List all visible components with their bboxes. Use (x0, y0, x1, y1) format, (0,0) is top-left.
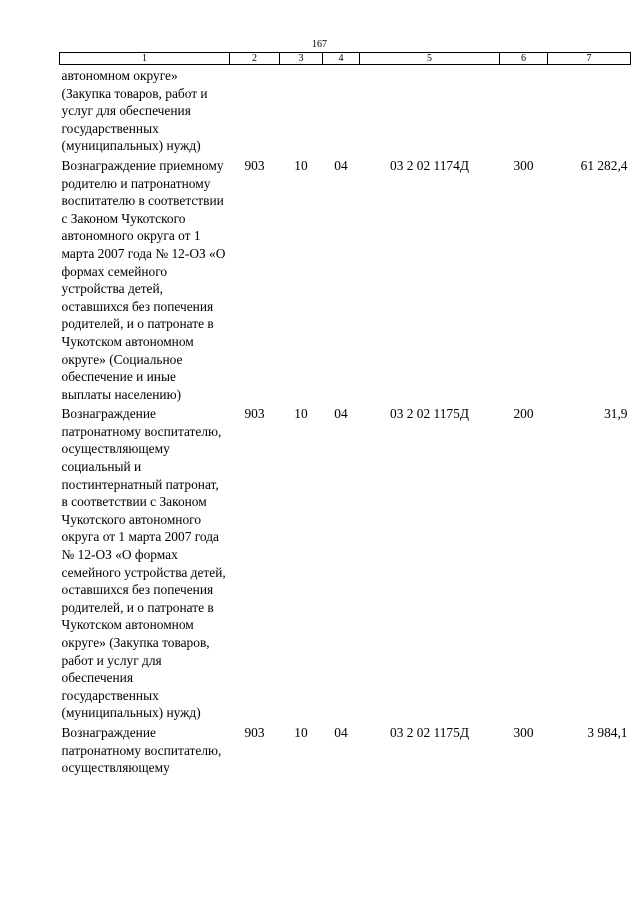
subsection-code: 04 (334, 724, 348, 740)
column-header: 3 (280, 53, 323, 65)
target-code: 03 2 02 1175Д (390, 406, 469, 422)
expense-type-code: 200 (513, 406, 534, 422)
table-row (60, 155, 631, 403)
ministry-code: 903 (244, 724, 265, 740)
continuation-row (60, 65, 631, 155)
ministry-code: 903 (244, 157, 265, 173)
row-name: Вознаграждение приемному родителю и патронатному воспитателю в соответствии с Законом Чукотского автономного округа от 1 марта 2007 года № 12-ОЗ «О формах семейного устройства детей, оставшихся без попечения родителей, и о патронате в Чукотском автономном округе» (Социальное обеспечение и иные выплаты населению) (61, 157, 226, 402)
column-header: 6 (500, 53, 548, 65)
column-header: 4 (323, 53, 360, 65)
expense-type-code: 300 (513, 724, 534, 740)
ministry-code: 903 (244, 406, 265, 422)
expense-type-code: 300 (513, 157, 534, 173)
amount: 61 282,4 (580, 157, 628, 173)
row-name: Вознаграждение патронатному воспитателю, осуществляющему социальный и постинтернатный патронат, в соответствии с Законом Чукотского автономного округа от 1 марта 2007 года № 12-ОЗ «О формах семейного устройства детей, оставшихся без попечения родителей, и о патронате в Чукотском автономном округе» (Закупка товаров, работ и услуг для обеспечения государственных (муниципальных) нужд) (61, 406, 226, 721)
column-header: 2 (230, 53, 280, 65)
subsection-code: 04 (334, 406, 348, 422)
amount: 3 984,1 (587, 724, 628, 740)
section-code: 10 (294, 406, 308, 422)
amount: 31,9 (604, 406, 628, 422)
column-header: 5 (360, 53, 500, 65)
section-code: 10 (294, 157, 308, 173)
page-number: 167 (312, 39, 327, 50)
column-number-row (60, 53, 631, 65)
section-code: 10 (294, 724, 308, 740)
table-row (60, 403, 631, 722)
column-header: 7 (548, 53, 631, 65)
column-header: 1 (60, 53, 230, 65)
table-row (60, 722, 631, 777)
target-code: 03 2 02 1175Д (390, 724, 469, 740)
subsection-code: 04 (334, 157, 348, 173)
row-name: Вознаграждение патронатному воспитателю, осуществляющему (61, 724, 222, 776)
target-code: 03 2 02 1174Д (390, 157, 469, 173)
continuation-text: автономном округе» (Закупка товаров, работ и услуг для обеспечения государственных (муниципальных) нужд) (61, 68, 208, 154)
budget-table (59, 52, 631, 777)
